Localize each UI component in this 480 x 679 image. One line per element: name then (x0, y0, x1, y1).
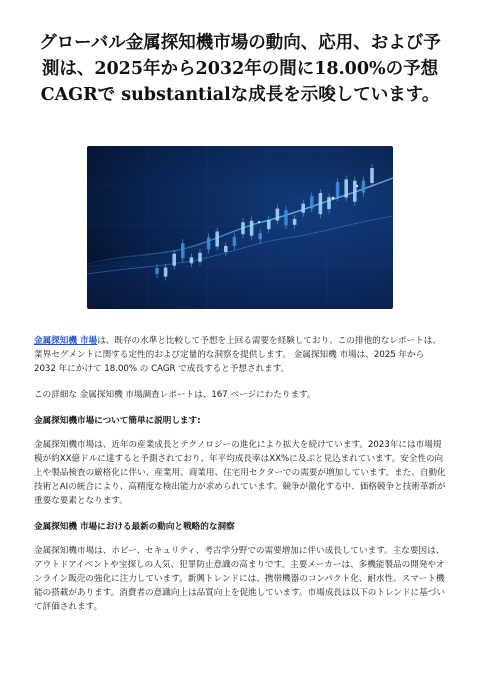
candle-body (172, 254, 176, 266)
candle-body (198, 253, 202, 262)
section-body-trends: 金属探知機市場は、ホビー、セキュリティ、考古学分野での需要増加に伴い成長しています。主な要因は、アウトドアイベントや宝探しの人気、犯罪防止意識の高まりです。主要メーカーは、多機能製品の開発やオンライン販売の強化に注力しています。新興トレンドには、携帯機器のコンパクト化、耐水性、スマート機能の搭載があります。消費者の意識向上は品質向上を促進しています。市場成長は以下のトレンドに基づいて評価されます。 (34, 546, 445, 612)
section-heading-overview: 金属探知機市場について簡単に説明します: (34, 416, 201, 426)
candle-body (164, 268, 168, 277)
metal-detector-market-link[interactable]: 金属探知機 市場 (34, 336, 98, 346)
candle-body (370, 168, 374, 183)
candle-body (327, 197, 331, 209)
candle-body (155, 268, 159, 274)
page-title: グローバル金属探知機市場の動向、応用、および予測は、2025年から2032年の間に18.00%の予想CAGRで substantialな成長を示唆しています。 (39, 33, 441, 105)
candle-body (344, 179, 348, 197)
candle-body (224, 246, 228, 252)
candle-body (284, 210, 288, 225)
intro-text: は、既存の水準と比較して予想を上回る需要を経験しており、この排他的なレポートは、業界セグメントに関する定性的および定量的な洞察を提供します。 金属探知機 市場は、2025 年から 2032 年にかけて 18.00% の CAGR で成長すると予想されます。 (34, 336, 441, 374)
candle-body (362, 181, 366, 193)
candle-body (215, 231, 219, 246)
candle-body (250, 221, 254, 236)
stock-chart-hero-image (87, 146, 393, 309)
candle-body (310, 196, 314, 208)
candle-body (301, 204, 305, 213)
candle-body (319, 193, 323, 214)
report-pages-note: この詳細な 金属探知機 市場調査レポートは、167 ページにわたります。 (34, 390, 316, 400)
candle-body (267, 220, 271, 229)
candle-body (233, 237, 237, 246)
section-heading-trends: 金属探知機 市場における最新の動向と戦略的な洞察 (34, 522, 235, 532)
candle-body (353, 181, 357, 202)
candle-body (181, 243, 185, 258)
candle-body (190, 257, 194, 263)
candle-body (258, 233, 262, 239)
candle-body (336, 182, 340, 197)
candle-body (276, 209, 280, 221)
candle-body (293, 219, 297, 225)
intro-paragraph (34, 334, 446, 376)
section-body-overview: 金属探知機市場は、近年の産業成長とテクノロジーの進化により拡大を続けています。2023年には市場規模が約XX億ドルに達すると予測されており、年平均成長率はXX%に及ぶと見込まれています。安全性の向上や製品検査の厳格化に伴い、産業用、商業用、住宅用セクターでの需要が増加しています。また、自動化技術とAIの統合により、高精度な検出能力が求められています。競争が激化する中、価格競争と技術革新が重要な要素となります。 (34, 440, 446, 506)
candle-body (207, 237, 211, 249)
candle-body (241, 222, 245, 234)
